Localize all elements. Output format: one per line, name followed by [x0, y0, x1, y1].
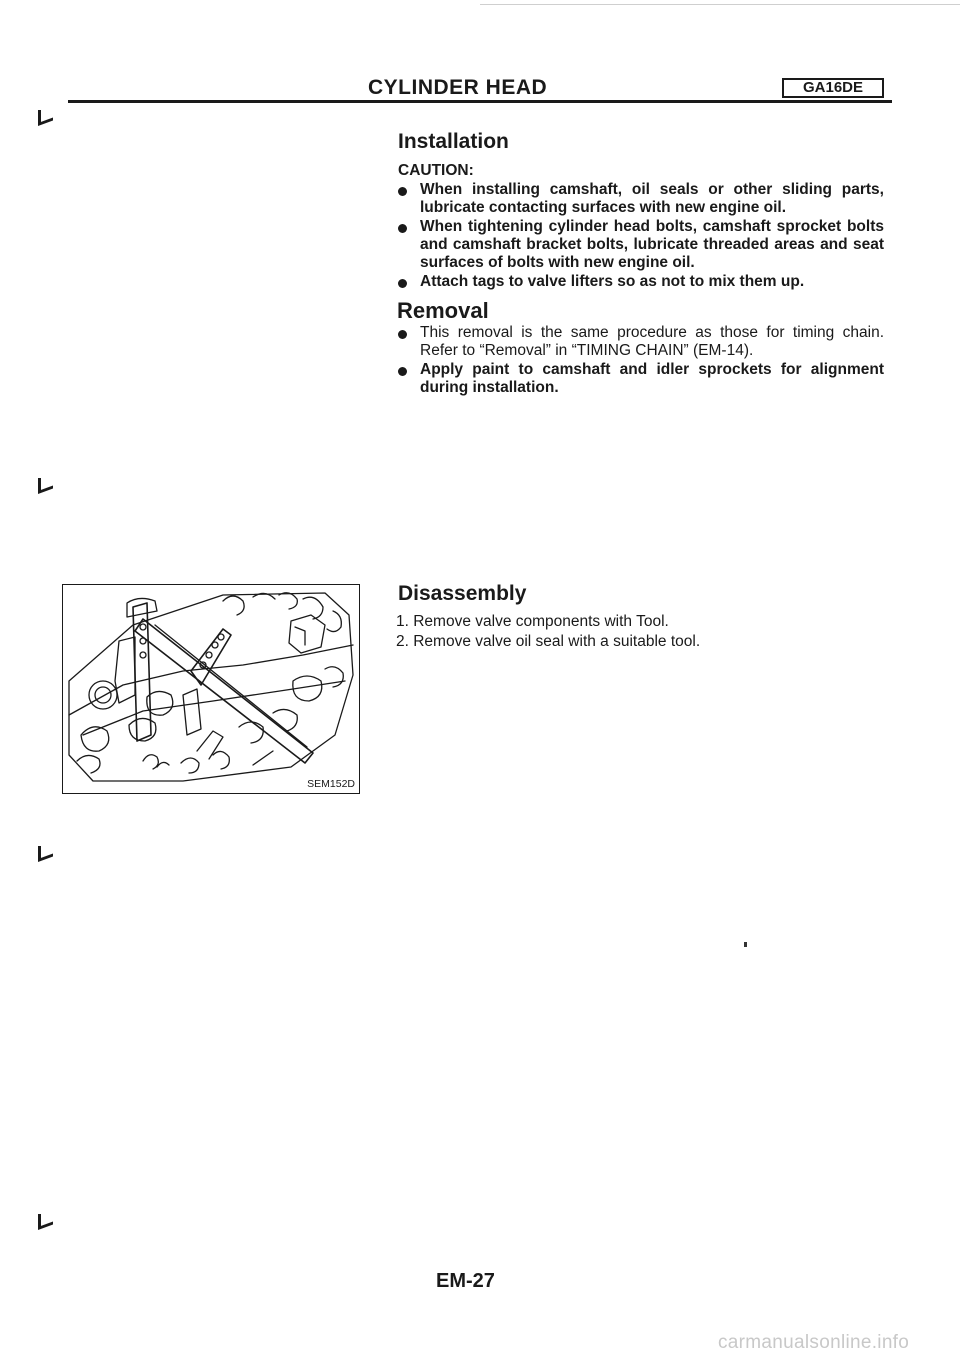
- valve-spring-compressor-drawing: [63, 585, 358, 792]
- engine-code-badge: GA16DE: [782, 78, 884, 98]
- scan-speck: [744, 942, 747, 947]
- header-rule: [68, 100, 892, 103]
- binding-mark-icon: [38, 846, 54, 862]
- installation-heading: Installation: [398, 130, 509, 153]
- list-item: 2. Remove valve oil seal with a suitable tool.: [396, 633, 701, 650]
- watermark: carmanualsonline.info: [718, 1332, 910, 1353]
- removal-heading: Removal: [397, 298, 489, 323]
- list-item: Apply paint to camshaft and idler sprockets for alignment during installation.: [396, 361, 884, 397]
- disassembly-steps: [396, 612, 884, 652]
- binding-mark-icon: [38, 1214, 54, 1230]
- list-item: When tightening cylinder head bolts, camshaft sprocket bolts and camshaft bracket bolts, lubricate threaded areas and seat surfaces of bolts with new engine oil.: [396, 218, 884, 272]
- scan-top-edge: [480, 4, 960, 5]
- binding-mark-icon: [38, 478, 54, 494]
- list-item: When installing camshaft, oil seals or other sliding parts, lubricate contacting surfaces with new engine oil.: [396, 181, 884, 217]
- page-number: EM-27: [436, 1270, 495, 1292]
- list-item: 1. Remove valve components with Tool.: [396, 613, 669, 630]
- binding-mark-icon: [38, 110, 54, 126]
- installation-caution-list: [396, 181, 884, 292]
- page-header-title: CYLINDER HEAD: [368, 76, 548, 99]
- removal-list: [396, 324, 884, 398]
- cylinder-head-illustration: [62, 584, 360, 794]
- list-item: This removal is the same procedure as those for timing chain. Refer to “Removal” in “TIMING CHAIN” (EM-14).: [396, 324, 884, 360]
- disassembly-heading: Disassembly: [398, 582, 527, 605]
- list-item: Attach tags to valve lifters so as not to mix them up.: [396, 273, 884, 291]
- figure-code: SEM152D: [307, 778, 355, 790]
- caution-label: CAUTION:: [398, 162, 474, 179]
